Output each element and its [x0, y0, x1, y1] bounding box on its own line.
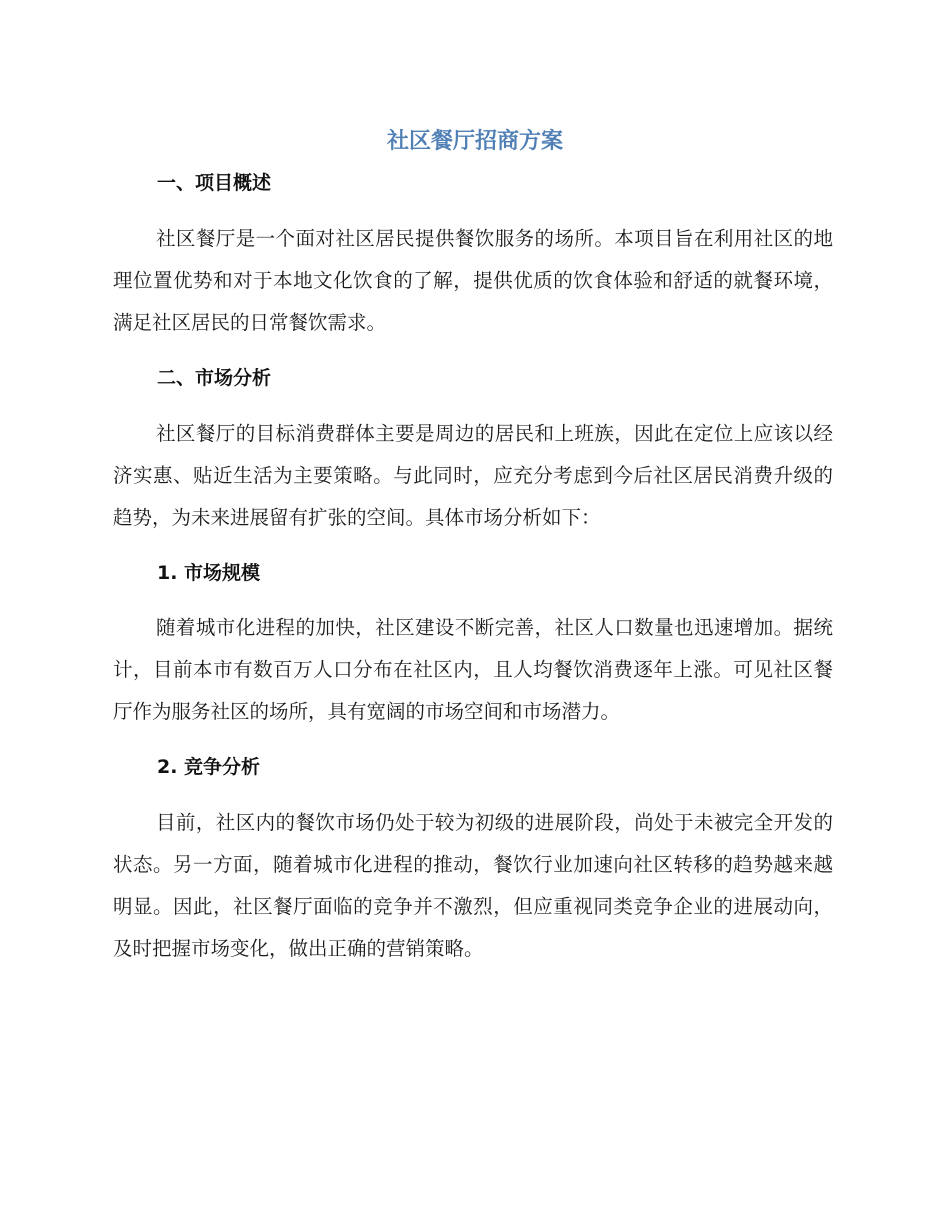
section-heading-overview: 一、项目概述 [157, 172, 272, 194]
subsection-heading-market-scale: 1. 市场规模 [157, 562, 261, 584]
section-paragraph-overview: 社区餐厅是一个面对社区居民提供餐饮服务的场所。本项目旨在利用社区的地理位置优势和对于本地文化饮食的了解，提供优质的饮食体验和舒适的就餐环境，满足社区居民的日常餐饮需求。 [113, 227, 833, 334]
subsection-paragraph-market-scale: 随着城市化进程的加快，社区建设不断完善，社区人口数量也迅速增加。据统计，目前本市有数百万人口分布在社区内，且人均餐饮消费逐年上涨。可见社区餐厅作为服务社区的场所，具有宽阔的市场空间和市场潜力。 [113, 616, 833, 723]
document-title: 社区餐厅招商方案 [386, 129, 563, 154]
section-heading-market-analysis: 二、市场分析 [157, 367, 272, 389]
section-paragraph-market-analysis: 社区餐厅的目标消费群体主要是周边的居民和上班族，因此在定位上应该以经济实惠、贴近生活为主要策略。与此同时，应充分考虑到今后社区居民消费升级的趋势，为未来进展留有扩张的空间。具体市场分析如下： [113, 422, 833, 529]
subsection-paragraph-competition: 目前，社区内的餐饮市场仍处于较为初级的进展阶段，尚处于未被完全开发的状态。另一方面，随着城市化进程的推动，餐饮行业加速向社区转移的趋势越来越明显。因此，社区餐厅面临的竞争并不激烈，但应重视同类竞争企业的进展动向，及时把握市场变化，做出正确的营销策略。 [113, 811, 833, 960]
subsection-heading-competition: 2. 竞争分析 [157, 756, 261, 778]
